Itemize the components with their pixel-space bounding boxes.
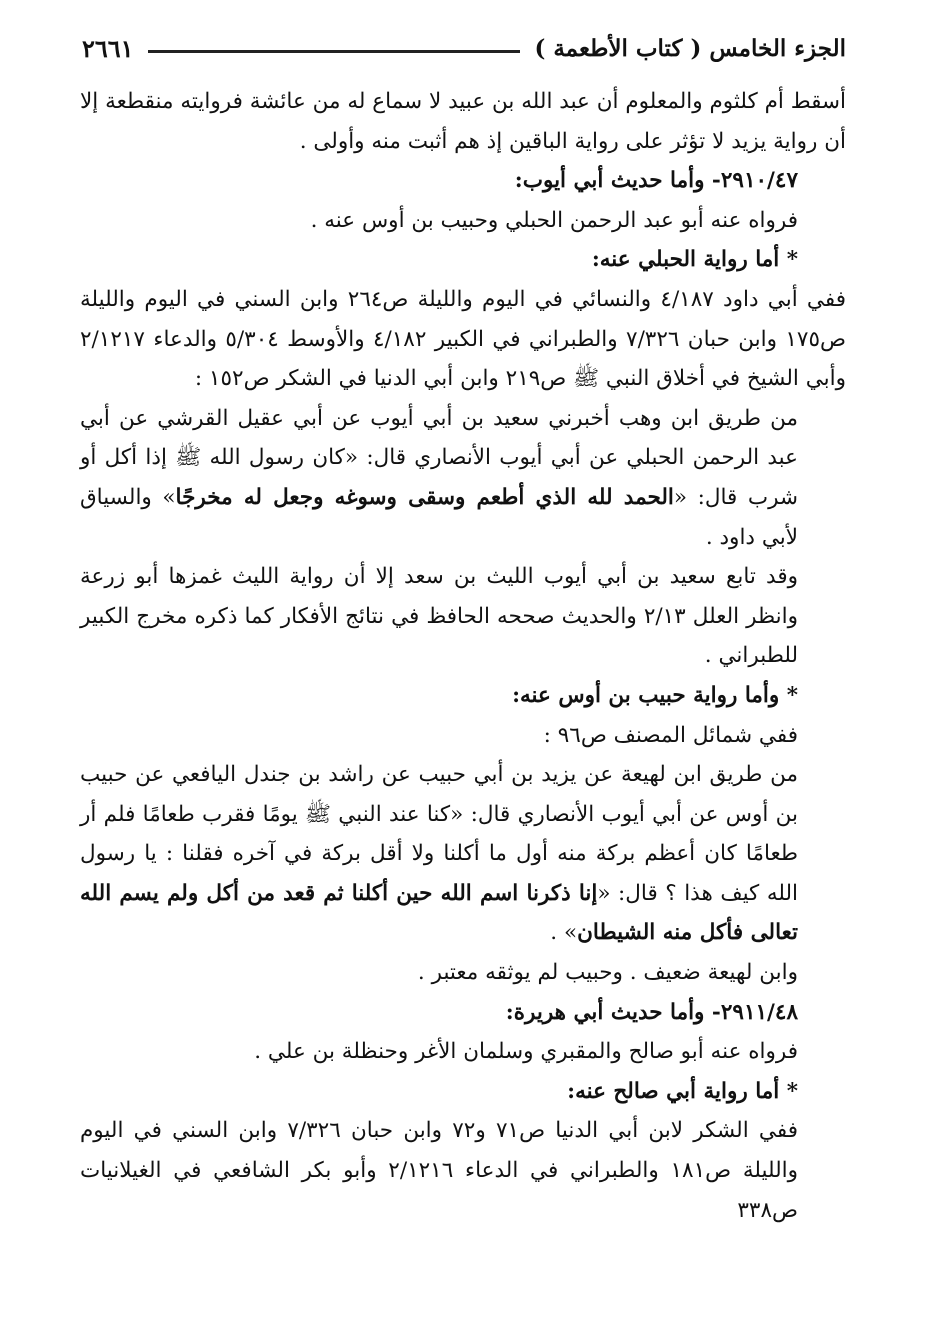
running-title: الجزء الخامس ( كتاب الأطعمة ) (534, 34, 846, 62)
paragraph-sources-abu-salih: ففي الشكر لابن أبي الدنيا ص٧١ و٧٢ وابن حبان ٧/٣٢٦ وابن السني في اليوم والليلة ص١٨١ والطبراني في الدعاء ٢/١٢١٦ وأبو بكر الشافعي في الغيلانيات ص٣٣٨ (80, 1118, 799, 1223)
hadith-heading-abu-hurayra: ٢٩١١/٤٨- وأما حديث أبي هريرة: (505, 999, 798, 1025)
isnad-tail: » . (550, 920, 578, 946)
isnad-text: من طريق ابن لهيعة عن يزيد بن أبي حبيب عن راشد بن جندل اليافعي عن حبيب بن أوس عن أبي أيوب الأنصاري قال: «كنا عند النبي ﷺ يومًا فقرب طعامًا فلم أر طعامًا كان أعظم بركة منه أول ما أكلنا ولا أقل بركة في آخره فقلنا : يا رسول الله كيف هذا ؟ قال: « (80, 762, 798, 906)
hadith-heading-abu-ayyub: ٢٩١٠/٤٧- وأما حديث أبي أيوب: (514, 168, 798, 194)
paragraph-isnad-habib (80, 755, 846, 953)
paragraph-shamail: ففي شمائل المصنف ص٩٦ : (543, 722, 798, 748)
isnad-text: من طريق ابن وهب أخبرني سعيد بن أبي أيوب عن أبي عقيل القرشي عن أبي عبد الرحمن الحبلي عن أبي أيوب الأنصاري قال: «كان رسول الله ﷺ إذا أكل أو شرب قال: « (80, 405, 799, 510)
isnad-tail: » والسياق لأبي داود . (80, 484, 798, 550)
paragraph-narrators: فرواه عنه أبو عبد الرحمن الحبلي وحبيب بن أوس عنه . (310, 207, 798, 233)
subheading-abu-salih: * أما رواية أبي صالح عنه: (567, 1078, 798, 1104)
paragraph-sources: ففي أبي داود ٤/١٨٧ والنسائي في اليوم والليلة ص٢٦٤ وابن السني في اليوم والليلة ص١٧٥ وابن حبان ٧/٣٢٦ والطبراني في الكبير ٤/١٨٢ والأوسط ٥/٣٠٤ والدعاء ٢/١٢١٧ وأبي الشيخ في أخلاق النبي ﷺ ص٢١٩ وابن أبي الدنيا في الشكر ص١٥٢ : (80, 286, 846, 392)
page-header (82, 28, 846, 68)
paragraph-continuation: أسقط أم كلثوم والمعلوم أن عبد الله بن عبيد لا سماع له من عائشة فروايته منقطعة إلا أن رواية يزيد لا تؤثر على رواية الباقين إذ هم أثبت منه وأولى . (80, 89, 846, 154)
paragraph-narrators-abu-hurayra: فرواه عنه أبو صالح والمقبري وسلمان الأغر وحنظلة بن علي . (254, 1039, 798, 1065)
paragraph-grading: وابن لهيعة ضعيف . وحبيب لم يوثقه معتبر . (417, 960, 798, 986)
paragraph-mutaba: وقد تابع سعيد بن أبي أيوب الليث بن سعد إلا أن رواية الليث غمزها أبو زرعة وانظر العلل ٢/١٣ والحديث صححه الحافظ في نتائج الأفكار كما ذكره مخرج الكبير للطبراني . (80, 564, 798, 669)
header-rule (148, 50, 521, 53)
page-number: ٢٦٦١ (82, 33, 134, 63)
paragraph-isnad-hubuli (80, 399, 846, 557)
body-text (80, 82, 846, 1230)
hadith-matn: إنا ذكرنا اسم الله حين أكلنا ثم قعد من أكل ولم يسم الله تعالى فأكل منه الشيطان (80, 880, 798, 946)
subheading-hubuli: * أما رواية الحبلي عنه: (591, 247, 798, 273)
hadith-matn: الحمد لله الذي أطعم وسقى وسوغه وجعل له مخرجًا (175, 484, 674, 510)
subheading-habib: * وأما رواية حبيب بن أوس عنه: (512, 682, 798, 708)
